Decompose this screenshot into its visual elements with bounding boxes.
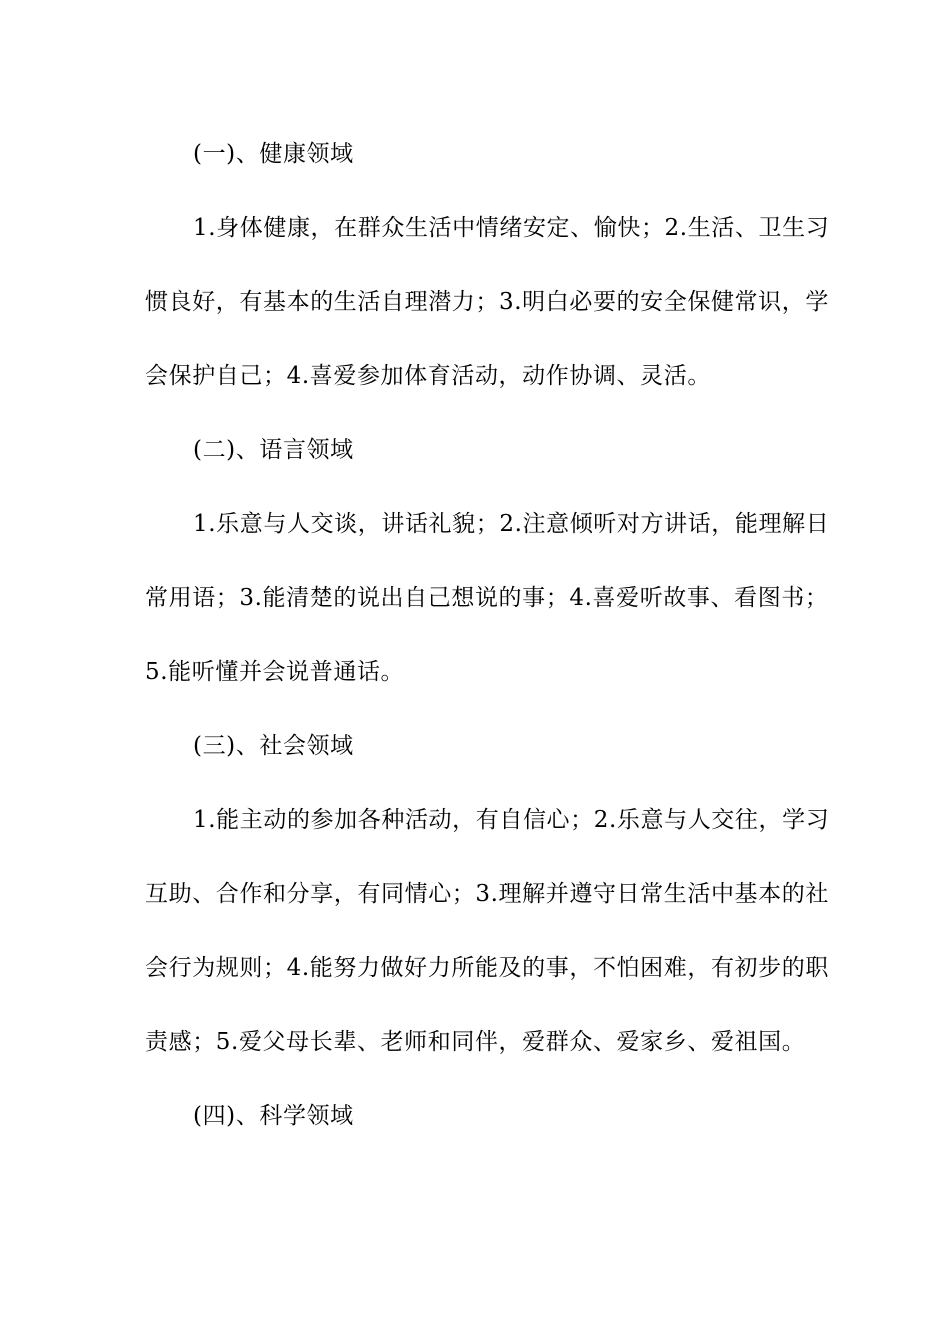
- section-heading-social: (三)、社会领域: [193, 733, 354, 759]
- paragraph-language-goals: 1.乐意与人交谈，讲话礼貌；2.注意倾听对方讲话，能理解日常用语；3.能清楚的说出自己想说的事；4.喜爱听故事、看图书；5.能听懂并会说普通话。: [145, 511, 830, 685]
- document-body: [145, 117, 835, 1153]
- section-heading-science: (四)、科学领域: [193, 1103, 354, 1129]
- section-heading-language: (二)、语言领域: [193, 437, 354, 463]
- paragraph-health-goals: 1.身体健康，在群众生活中情绪安定、愉快；2.生活、卫生习惯良好，有基本的生活自理潜力；3.明白必要的安全保健常识，学会保护自己；4.喜爱参加体育活动，动作协调、灵活。: [145, 215, 830, 389]
- section-heading-health: (一)、健康领域: [193, 141, 354, 167]
- paragraph-social-goals: 1.能主动的参加各种活动，有自信心；2.乐意与人交往，学习互助、合作和分享，有同情心；3.理解并遵守日常生活中基本的社会行为规则；4.能努力做好力所能及的事，不怕困难，有初步的职责感；5.爱父母长辈、老师和同伴，爱群众、爱家乡、爱祖国。: [145, 807, 830, 1055]
